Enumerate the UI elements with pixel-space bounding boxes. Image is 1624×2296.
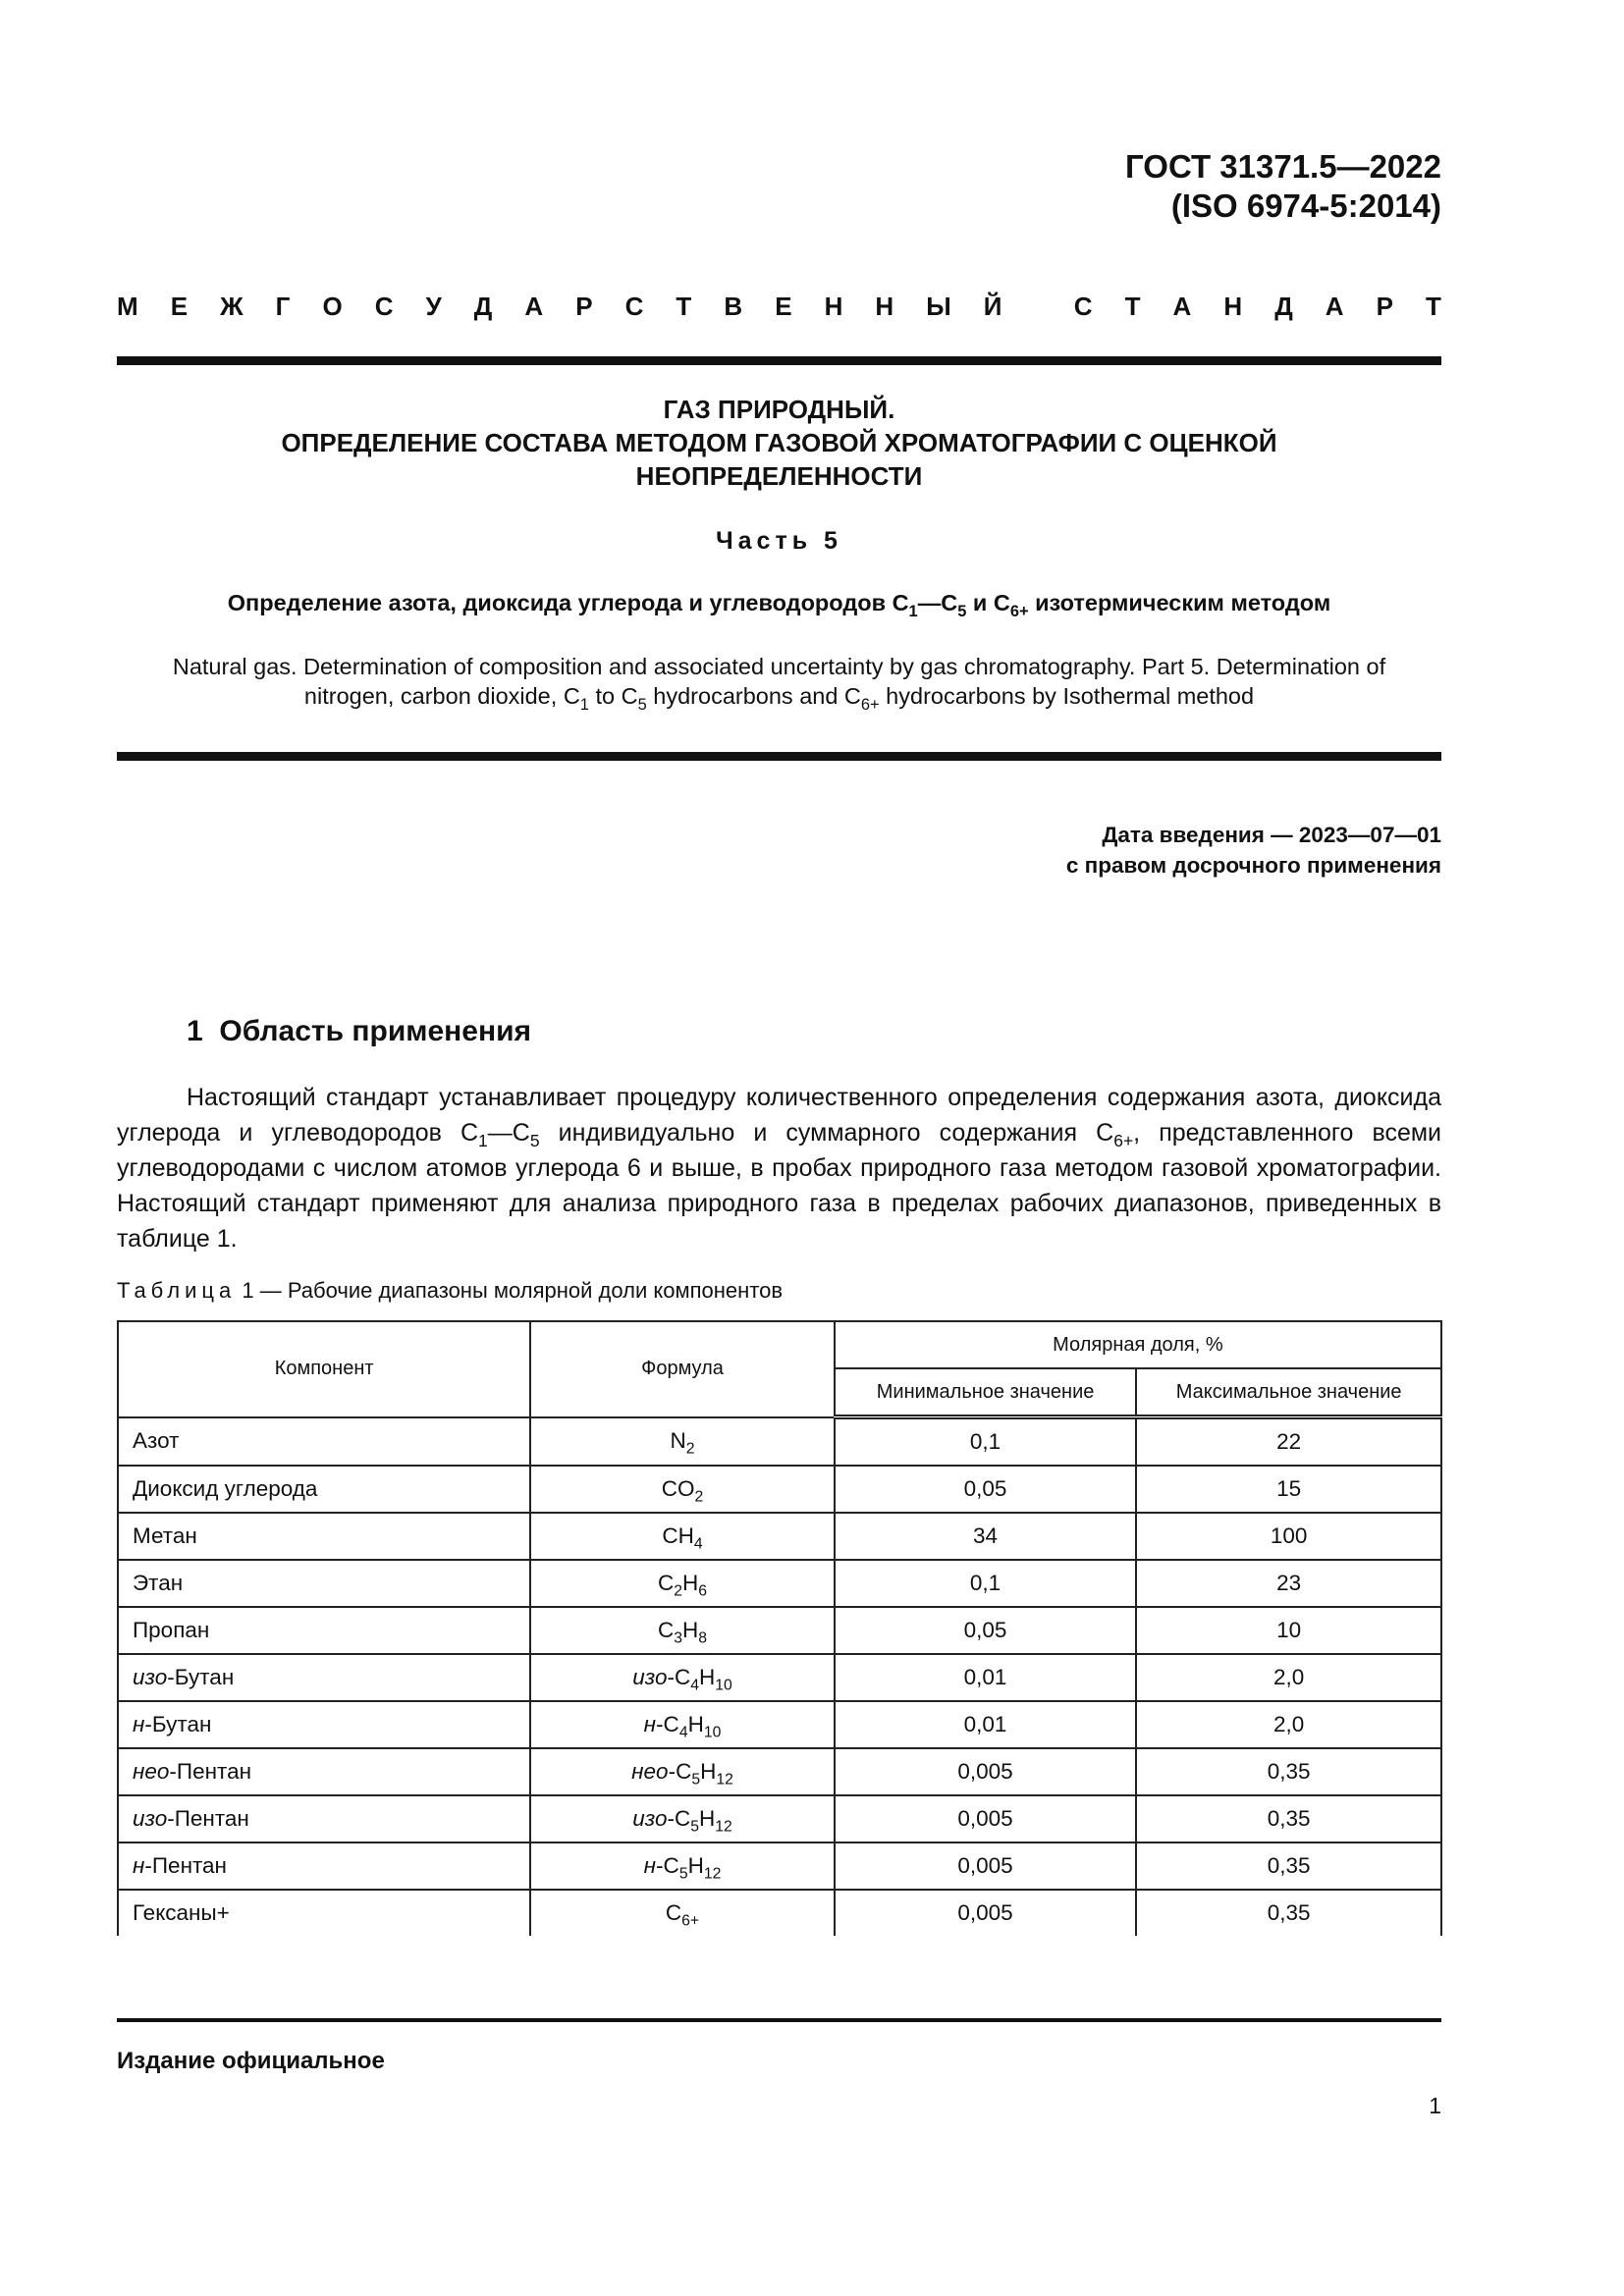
table-row — [118, 1417, 1441, 1467]
subscript: 12 — [703, 1865, 722, 1883]
text-run: -Пентан — [169, 1759, 252, 1784]
table-row — [118, 1513, 1441, 1560]
cell-formula — [530, 1513, 834, 1560]
title-line: ГАЗ ПРИРОДНЫЙ. — [663, 395, 895, 424]
gost-number: ГОСТ 31371.5—2022 — [1125, 148, 1441, 185]
cell-component — [118, 1466, 530, 1513]
text-run: Этан — [133, 1571, 184, 1595]
subscript: 5 — [691, 1771, 701, 1789]
subscript: 12 — [716, 1771, 733, 1789]
subscript: 5 — [529, 1131, 540, 1151]
cell-formula — [530, 1654, 834, 1701]
text-run: -C — [667, 1806, 691, 1831]
cell-formula — [530, 1466, 834, 1513]
cell-formula — [530, 1607, 834, 1654]
subscript: 6+ — [1009, 602, 1029, 620]
title-line: ОПРЕДЕЛЕНИЕ СОСТАВА МЕТОДОМ ГАЗОВОЙ ХРОМАТОГРАФИИ С ОЦЕНКОЙ — [281, 428, 1277, 457]
heading-letter: Н — [824, 292, 843, 321]
table-row — [118, 1890, 1441, 1936]
page-number: 1 — [1429, 2093, 1441, 2118]
cell-max: 22 — [1136, 1417, 1441, 1467]
text-run: H — [687, 1712, 704, 1736]
text-run: H — [687, 1853, 704, 1878]
heading-letter: Н — [1223, 292, 1243, 321]
cell-min: 0,01 — [835, 1701, 1137, 1748]
cell-min: 0,05 — [835, 1466, 1137, 1513]
part-label: Часть 5 — [716, 527, 842, 555]
subscript: 4 — [690, 1677, 699, 1694]
italic-prefix: н — [643, 1853, 657, 1878]
heading-letter: Ж — [220, 292, 244, 321]
heading-letter: Г — [275, 292, 291, 321]
table-caption — [117, 1278, 783, 1304]
subscript: 1 — [478, 1131, 488, 1151]
cell-max: 0,35 — [1136, 1890, 1441, 1936]
header-molar-fraction: Молярная доля, % — [835, 1321, 1441, 1368]
subscript: 4 — [678, 1724, 688, 1741]
heading-letter: У — [425, 292, 442, 321]
section-heading — [187, 1015, 531, 1048]
header-max: Максимальное значение — [1136, 1368, 1441, 1417]
table-row — [118, 1607, 1441, 1654]
text-run: -Пентан — [144, 1853, 227, 1878]
subscript: 2 — [674, 1582, 683, 1600]
heading-letter: С — [624, 292, 644, 321]
table-row — [118, 1560, 1441, 1607]
text-run: C — [658, 1571, 675, 1595]
top-divider — [117, 356, 1441, 365]
document-designation — [1125, 147, 1441, 226]
cell-max: 15 — [1136, 1466, 1441, 1513]
text-run: -C — [656, 1853, 679, 1878]
text-run: изотермическим методом — [1028, 590, 1331, 615]
cell-max: 23 — [1136, 1560, 1441, 1607]
text-run: Гексаны+ — [133, 1900, 230, 1925]
heading-letter: С — [374, 292, 394, 321]
table-row — [118, 1701, 1441, 1748]
cell-min: 0,1 — [835, 1417, 1137, 1467]
cell-min: 0,05 — [835, 1607, 1137, 1654]
cell-component — [118, 1654, 530, 1701]
header-min: Минимальное значение — [835, 1368, 1137, 1417]
text-run: H — [699, 1665, 716, 1689]
cell-formula — [530, 1842, 834, 1890]
heading-letter: Е — [775, 292, 792, 321]
text-run: , представленного всеми углеводородами с числом атомов углерода 6 и выше, в пробах природного газа методом газовой хроматографии. Настоящий стандарт применяют для анализа природного газа в пределах рабочих диапазонов, приведенных в таблице 1. — [117, 1119, 1442, 1253]
heading-letter: Е — [170, 292, 189, 321]
text-run: -Бутан — [167, 1665, 235, 1689]
subscript: 2 — [694, 1488, 704, 1506]
cell-min: 0,005 — [835, 1795, 1137, 1842]
text-run: -C — [656, 1712, 679, 1736]
cell-min: 0,005 — [835, 1748, 1137, 1795]
heading-letter: О — [322, 292, 343, 321]
subscript: 10 — [703, 1724, 722, 1741]
italic-prefix: н — [133, 1853, 145, 1878]
heading-letter: Т — [676, 292, 692, 321]
text-run: H — [682, 1571, 699, 1595]
cell-max: 2,0 — [1136, 1654, 1441, 1701]
cell-component — [118, 1701, 530, 1748]
iso-number: (ISO 6974-5:2014) — [1170, 187, 1441, 224]
cell-component — [118, 1795, 530, 1842]
part-subtitle — [117, 590, 1441, 620]
heading-letter: Н — [875, 292, 894, 321]
subscript: 3 — [674, 1629, 683, 1647]
heading-letter: В — [724, 292, 743, 321]
header-formula: Формула — [530, 1321, 834, 1417]
subscript: 6+ — [1113, 1131, 1134, 1151]
cell-formula — [530, 1701, 834, 1748]
cell-formula — [530, 1795, 834, 1842]
text-run: -Пентан — [167, 1806, 249, 1831]
cell-min: 0,01 — [835, 1654, 1137, 1701]
table-caption-text: 1 — Рабочие диапазоны молярной доли компонентов — [236, 1278, 784, 1303]
cell-formula — [530, 1417, 834, 1467]
date-line: Дата введения — 2023—07—01 — [1102, 823, 1441, 847]
cell-formula — [530, 1890, 834, 1936]
text-run: и C — [966, 590, 1010, 615]
text-run: H — [699, 1806, 716, 1831]
heading-letter: Т — [1425, 292, 1441, 321]
heading-letter: А — [1172, 292, 1192, 321]
subscript: 6 — [698, 1582, 708, 1600]
effective-date — [1066, 820, 1441, 881]
italic-prefix: нео — [631, 1759, 669, 1784]
cell-formula — [530, 1560, 834, 1607]
scope-paragraph — [117, 1080, 1441, 1256]
text-run: Natural gas. Determination of composition and associated uncertainty by gas chromatography. Part 5. Determination of nitrogen, carbon dioxide, C — [172, 654, 1386, 709]
standard-type-heading — [117, 292, 1441, 322]
table-row — [118, 1795, 1441, 1842]
heading-letter: Ы — [926, 292, 951, 321]
cell-min: 0,005 — [835, 1890, 1137, 1936]
cell-formula — [530, 1748, 834, 1795]
cell-component — [118, 1417, 530, 1467]
cell-component — [118, 1842, 530, 1890]
text-run: Диоксид углерода — [133, 1476, 318, 1501]
table-row — [118, 1466, 1441, 1513]
heading-letter: М — [117, 292, 138, 321]
subscript: 4 — [693, 1535, 703, 1553]
italic-prefix: нео — [133, 1759, 170, 1784]
text-run: H — [700, 1759, 717, 1784]
text-run: Пропан — [133, 1618, 210, 1642]
text-run: H — [682, 1618, 699, 1642]
subscript: 6+ — [681, 1912, 700, 1930]
cell-max: 0,35 — [1136, 1795, 1441, 1842]
heading-letter: А — [1325, 292, 1344, 321]
text-run: N — [670, 1428, 686, 1454]
title-line: НЕОПРЕДЕЛЕННОСТИ — [635, 461, 923, 491]
table-row — [118, 1842, 1441, 1890]
english-title — [117, 652, 1441, 714]
table-row — [118, 1654, 1441, 1701]
section-number: 1 — [187, 1015, 203, 1047]
heading-letter: Р — [575, 292, 593, 321]
cell-max: 0,35 — [1136, 1748, 1441, 1795]
subscript: 2 — [685, 1440, 695, 1458]
text-run: CO — [661, 1476, 695, 1501]
text-run: hydrocarbons and C — [646, 683, 861, 709]
cell-max: 2,0 — [1136, 1701, 1441, 1748]
text-run: C — [658, 1618, 675, 1642]
components-table — [117, 1320, 1442, 1936]
italic-prefix: изо — [632, 1806, 668, 1831]
italic-prefix: н — [643, 1712, 657, 1736]
section-title: Область применения — [219, 1015, 532, 1047]
italic-prefix: изо — [133, 1665, 168, 1689]
official-edition-label: Издание официальное — [117, 2048, 385, 2074]
text-run: CH — [662, 1523, 694, 1548]
cell-min: 0,1 — [835, 1560, 1137, 1607]
subscript: 5 — [678, 1865, 688, 1883]
heading-letter: Т — [1124, 292, 1141, 321]
heading-letter: Р — [1376, 292, 1393, 321]
subscript: 5 — [957, 602, 967, 620]
table-caption-label: Таблица — [117, 1278, 237, 1303]
footer-divider — [117, 2018, 1441, 2022]
cell-max: 0,35 — [1136, 1842, 1441, 1890]
text-run: -C — [667, 1665, 691, 1689]
cell-min: 0,005 — [835, 1842, 1137, 1890]
heading-letter: Д — [1274, 292, 1293, 321]
text-run: Метан — [133, 1523, 197, 1548]
document-title — [117, 393, 1441, 493]
subscript: 1 — [579, 695, 589, 714]
text-run: Настоящий стандарт устанавливает процедуру количественного определения содержания азота, диоксида углерода и углеводородов C — [117, 1084, 1441, 1147]
cell-component — [118, 1607, 530, 1654]
heading-letter — [1034, 292, 1041, 322]
cell-component — [118, 1890, 530, 1936]
subscript: 12 — [715, 1818, 732, 1836]
cell-component — [118, 1560, 530, 1607]
text-run: to C — [588, 683, 638, 709]
italic-prefix: н — [133, 1712, 145, 1736]
text-run: -C — [668, 1759, 692, 1784]
early-application-note: с правом досрочного применения — [1065, 853, 1441, 878]
cell-component — [118, 1513, 530, 1560]
text-run: Азот — [133, 1428, 180, 1454]
subscript: 5 — [637, 695, 647, 714]
text-run: hydrocarbons by Isothermal method — [879, 683, 1255, 709]
cell-max: 10 — [1136, 1607, 1441, 1654]
heading-letter: Д — [473, 292, 493, 321]
italic-prefix: изо — [632, 1665, 668, 1689]
text-run: —C — [487, 1119, 530, 1147]
title-divider — [117, 752, 1441, 761]
heading-letter: Й — [983, 292, 1002, 321]
cell-min: 34 — [835, 1513, 1137, 1560]
header-component: Компонент — [118, 1321, 530, 1417]
subscript: 8 — [698, 1629, 708, 1647]
text-run: —C — [917, 590, 958, 615]
text-run: Определение азота, диоксида углерода и углеводородов C — [227, 590, 909, 615]
heading-letter: С — [1073, 292, 1093, 321]
cell-max: 100 — [1136, 1513, 1441, 1560]
cell-component — [118, 1748, 530, 1795]
heading-letter: А — [524, 292, 544, 321]
italic-prefix: изо — [133, 1806, 168, 1831]
subscript: 10 — [715, 1677, 732, 1694]
table-row — [118, 1748, 1441, 1795]
subscript: 1 — [908, 602, 918, 620]
subscript: 6+ — [860, 695, 880, 714]
subscript: 5 — [690, 1818, 699, 1836]
text-run: -Бутан — [144, 1712, 212, 1736]
text-run: C — [665, 1900, 682, 1925]
text-run: индивидуально и суммарного содержания C — [539, 1119, 1114, 1147]
